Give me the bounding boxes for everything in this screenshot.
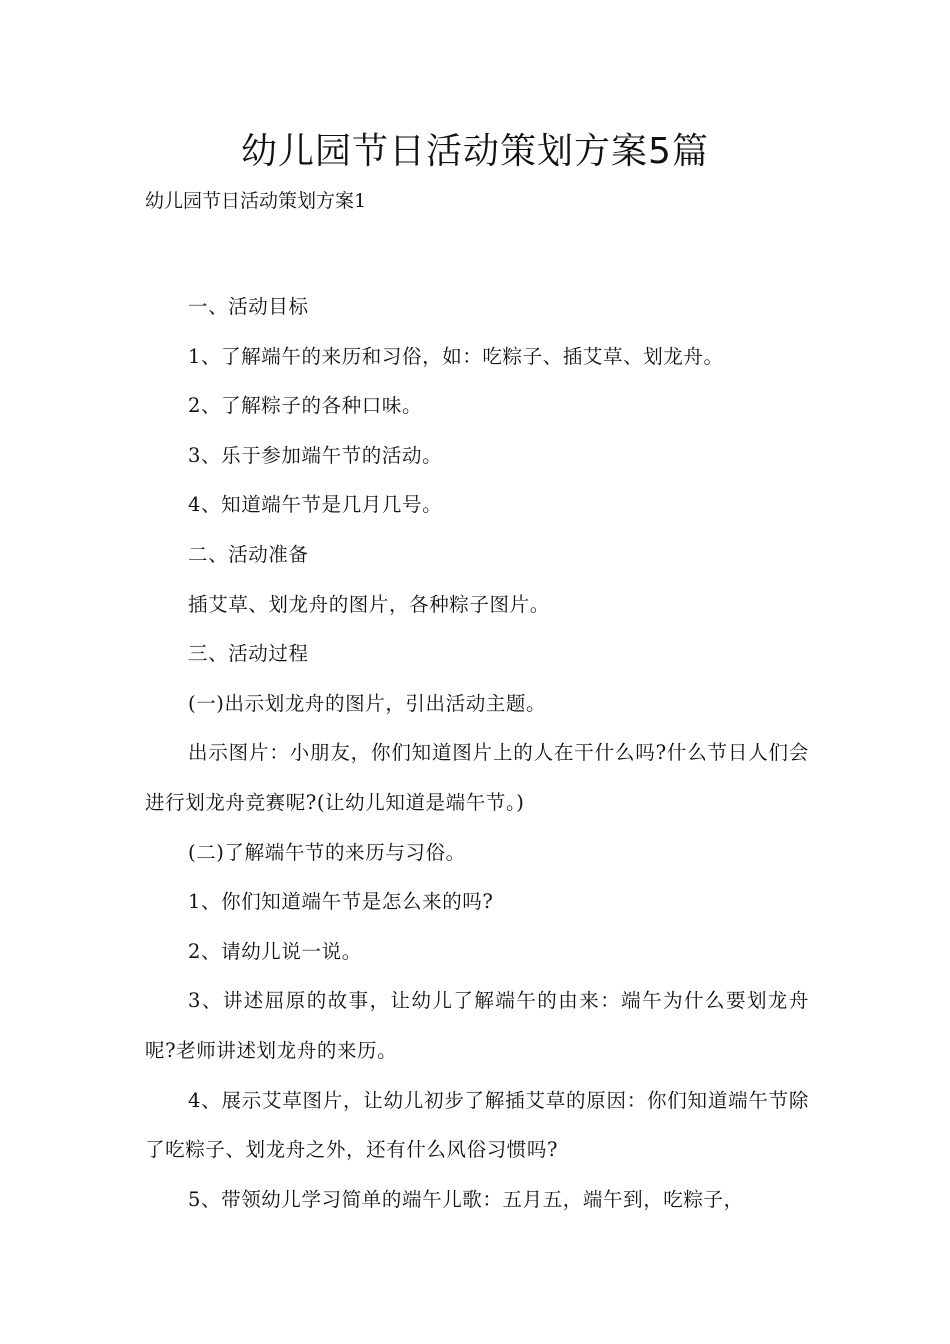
paragraph: 3、乐于参加端午节的活动。 — [188, 443, 443, 467]
document-body — [145, 282, 809, 1224]
document-subtitle: 幼儿园节日活动策划方案1 — [145, 190, 367, 212]
paragraph: 三、活动过程 — [188, 642, 309, 666]
document-title: 幼儿园节日活动策划方案5篇 — [241, 131, 709, 172]
paragraph: 4、知道端午节是几月几号。 — [188, 493, 443, 517]
paragraph: 插艾草、划龙舟的图片，各种粽子图片。 — [188, 592, 550, 616]
paragraph: (一)出示划龙舟的图片，引出活动主题。 — [188, 691, 547, 715]
paragraph: 出示图片：小朋友，你们知道图片上的人在干什么吗?什么节日人们会进行划龙舟竞赛呢?(让幼儿知道是端午节。) — [145, 741, 809, 814]
paragraph: 二、活动准备 — [188, 542, 309, 566]
paragraph: 2、请幼儿说一说。 — [188, 939, 362, 963]
paragraph: 2、了解粽子的各种口味。 — [188, 394, 423, 418]
paragraph: (二)了解端午节的来历与习俗。 — [188, 840, 466, 864]
paragraph: 一、活动目标 — [188, 295, 309, 318]
paragraph: 1、了解端午的来历和习俗，如：吃粽子、插艾草、划龙舟。 — [188, 344, 724, 368]
paragraph: 3、讲述屈原的故事，让幼儿了解端午的由来：端午为什么要划龙舟呢?老师讲述划龙舟的来历。 — [145, 989, 809, 1062]
paragraph: 5、带领幼儿学习简单的端午儿歌：五月五，端午到，吃粽子， — [188, 1187, 744, 1211]
paragraph: 1、你们知道端午节是怎么来的吗? — [188, 890, 494, 914]
paragraph: 4、展示艾草图片，让幼儿初步了解插艾草的原因：你们知道端午节除了吃粽子、划龙舟之外，还有什么风俗习惯吗? — [145, 1088, 809, 1162]
